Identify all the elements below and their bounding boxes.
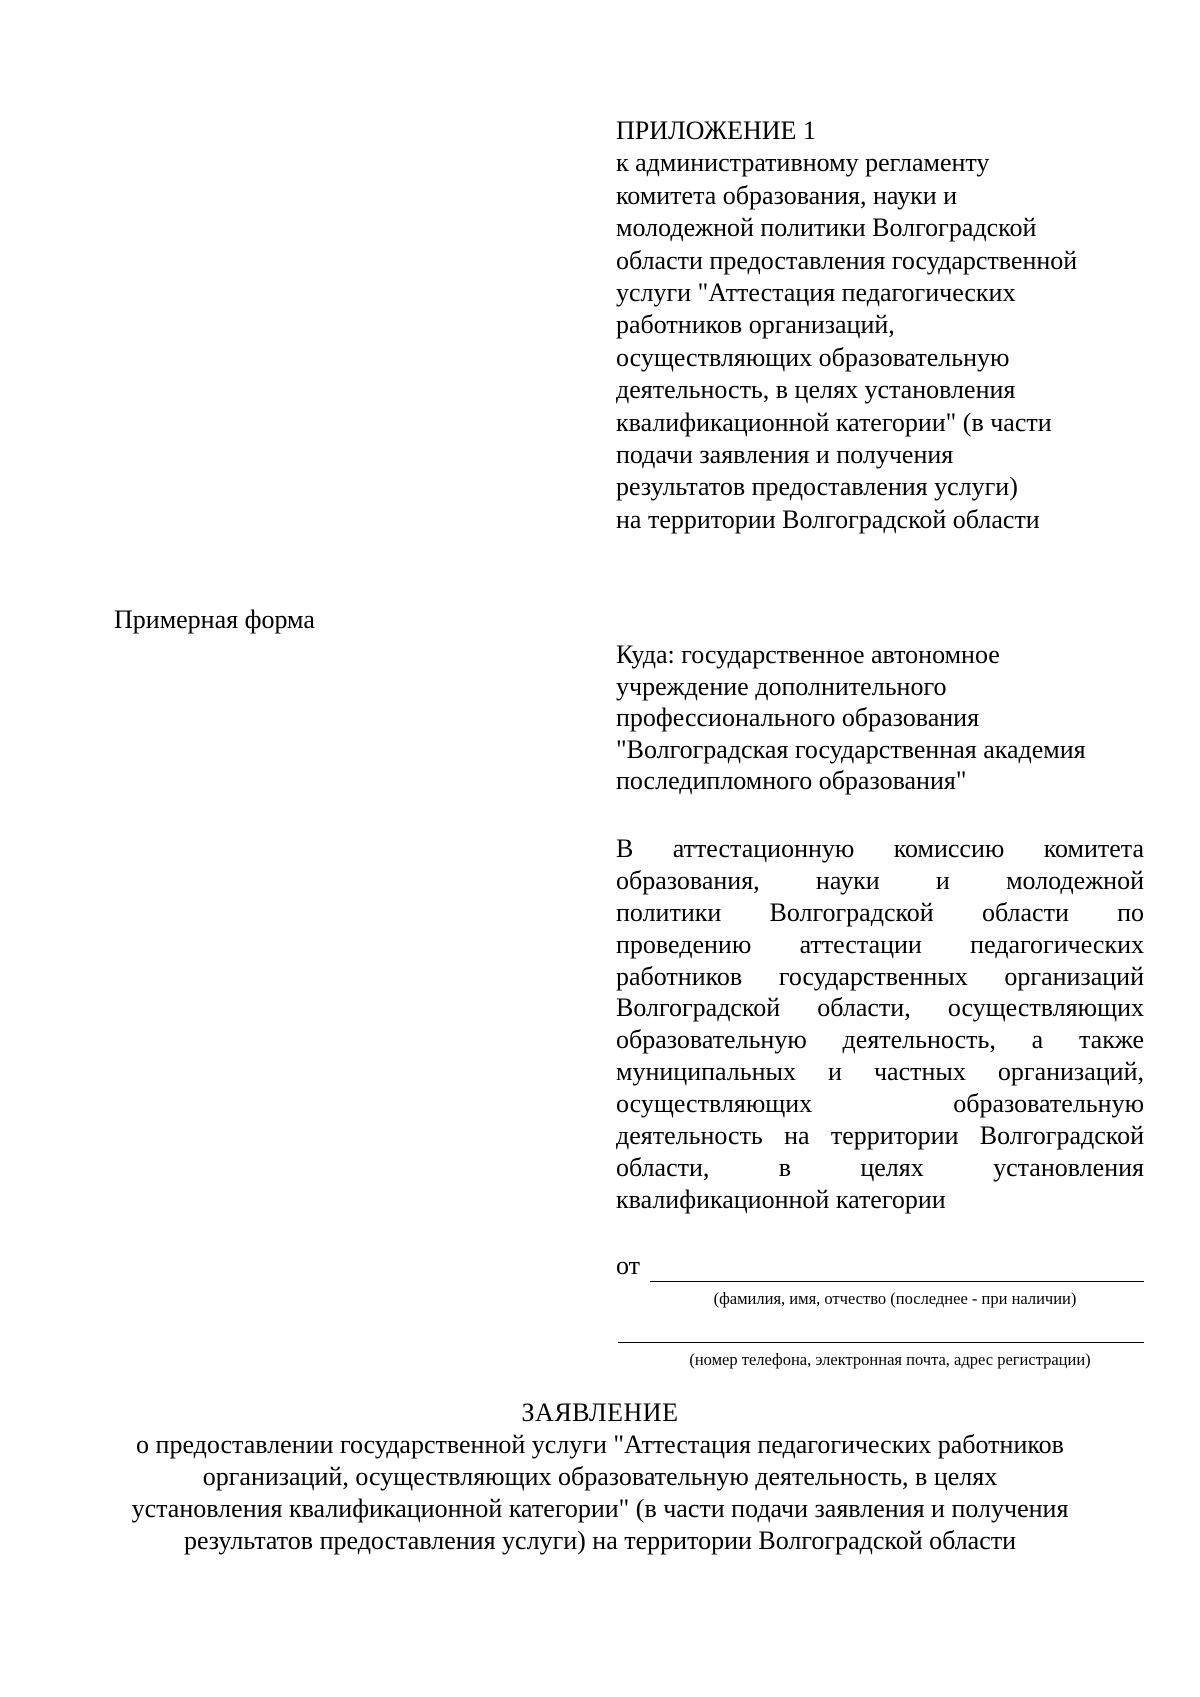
commission-line: политики Волгоградской области по [616, 897, 1144, 927]
commission-line: работников государственных организаций [616, 961, 1144, 991]
appendix-line: работников организаций, [616, 310, 895, 340]
applicant-contact-hint: (номер телефона, электронная почта, адрес регистрации) [689, 1350, 1091, 1369]
addressee-line: профессионального образования [616, 703, 980, 732]
appendix-header [616, 115, 1136, 536]
appendix-line: деятельность, в целях установления [616, 375, 1016, 405]
addressee-line: учреждение дополнительного [616, 671, 947, 701]
statement-subtitle-line: организаций, осуществляющих образовательную деятельность, в целях [202, 1462, 998, 1491]
commission-line: осуществляющих образовательную [616, 1089, 1144, 1119]
applicant-name-hint: (фамилия, имя, отчество (последнее - при наличии) [713, 1289, 1077, 1308]
appendix-line: результатов предоставления услуги) [616, 472, 1018, 502]
commission-line: образовательную деятельность, а также [616, 1025, 1144, 1055]
statement-subtitle-line: о предоставлении государственной услуги "Аттестация педагогических работников [136, 1430, 1064, 1459]
commission-line: области, в целях установления [616, 1152, 1144, 1182]
applicant-block [616, 1250, 1144, 1371]
commission-line: проведению аттестации педагогических [616, 929, 1144, 959]
addressee-block [616, 639, 1144, 797]
appendix-line: области предоставления государственной [616, 245, 1078, 275]
appendix-line: молодежной политики Волгоградской [616, 213, 1037, 243]
appendix-line: услуги "Аттестация педагогических [616, 278, 1016, 308]
statement-subtitle-line: установления квалификационной категории" (в части подачи заявления и получения [131, 1494, 1069, 1523]
commission-line: муниципальных и частных организаций, [616, 1057, 1144, 1087]
applicant-contact-field[interactable] [618, 1310, 1144, 1343]
addressee-line: "Волгоградская государственная академия [616, 734, 1086, 764]
appendix-line: комитета образования, науки и [616, 180, 958, 210]
statement-title-block [60, 1397, 1140, 1557]
commission-last-line: квалификационной категории [616, 1184, 946, 1214]
commission-line: Волгоградской области, осуществляющих [616, 993, 1144, 1023]
commission-line: деятельность на территории Волгоградской [616, 1121, 1144, 1151]
appendix-line: квалификационной категории" (в части [616, 407, 1052, 437]
appendix-line: на территории Волгоградской области [616, 504, 1040, 534]
commission-line: В аттестационную комиссию комитета [616, 834, 1144, 863]
from-label: от [616, 1251, 641, 1280]
appendix-title: ПРИЛОЖЕНИЕ 1 [616, 116, 816, 145]
commission-line: образования, науки и молодежной [616, 865, 1144, 895]
commission-block [616, 833, 1144, 1216]
addressee-line: Куда: государственное автономное [616, 640, 1000, 669]
statement-subtitle-line: результатов предоставления услуги) на территории Волгоградской области [183, 1526, 1017, 1555]
addressee-line: последипломного образования" [616, 766, 967, 795]
appendix-line: к административному регламенту [616, 148, 990, 178]
applicant-name-row [616, 1250, 1144, 1282]
statement-heading: ЗАЯВЛЕНИЕ [521, 1398, 679, 1427]
applicant-name-field[interactable] [650, 1255, 1144, 1282]
sample-form-label: Примерная форма [114, 605, 315, 634]
appendix-line: подачи заявления и получения [616, 440, 954, 470]
appendix-line: осуществляющих образовательную [616, 342, 1010, 372]
